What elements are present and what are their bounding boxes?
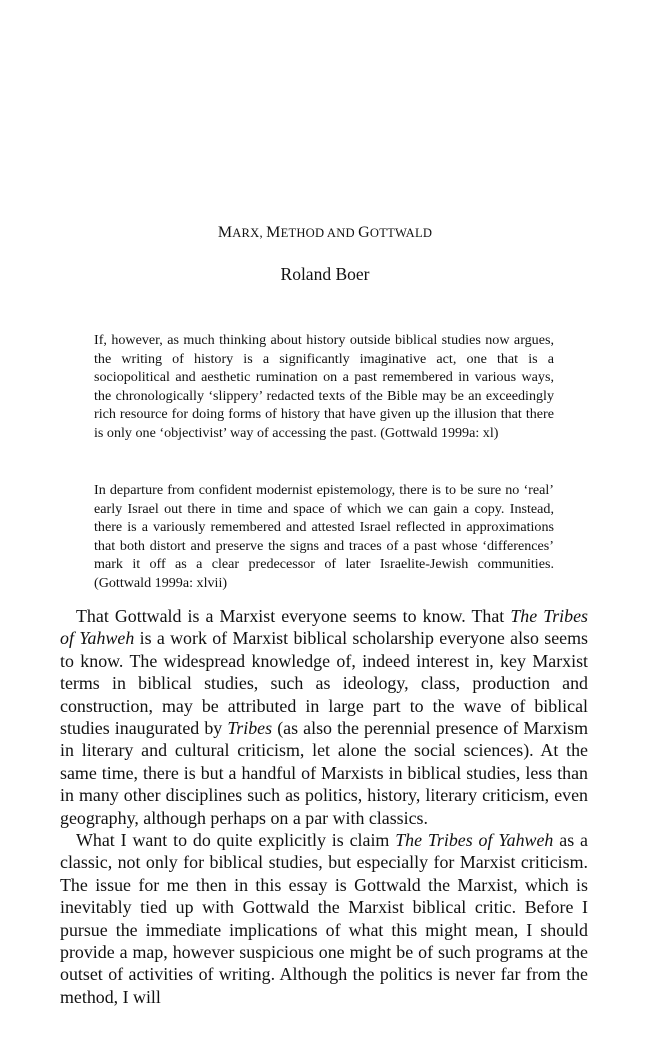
book-title: The Tribes of Yahweh [395,830,554,850]
paragraph-text: What I want to do quite explicitly is claim [76,830,396,850]
paragraph-text: That Gottwald is a Marxist everyone seems to know. That [76,606,511,626]
epigraph-quote: In departure from confident modernist epistemology, there is to be sure no ‘real’ early Israel out there in time and space of which we can gain a copy. Instead, there is a variously remembered and attested Israel reflected in approximations that both distort and preserve the signs and traces of a past whose ‘differences’ mark it off as a clear predecessor of later Israelite-Jewish communities. (Gottwald 1999a: xlvii) [94,482,554,591]
title-initial: M [266,224,281,241]
title-initial: G [358,224,370,241]
title-smallcaps: ETHOD AND [280,226,359,240]
article-author: Roland Boer [280,264,370,284]
paragraph-text: (as also the perennial presence of Marxism in literary and cultural criticism, let alone the social sciences). At the same time, there is but a handful of Marxists in biblical studies, less than in many other disciplines such as politics, history, literary criticism, even geography, although perhaps on a par with classics. [60,718,588,828]
epigraph-quote: If, however, as much thinking about history outside biblical studies now argues, the writing of history is a significantly imaginative act, one that is a sociopolitical and aesthetic rumination on a past remembered in various ways, the chronologically ‘slippery’ redacted texts of the Bible may be an exceedingly rich resource for doing forms of history that have given up the illusion that there is only one ‘objectivist’ way of accessing the past. (Gottwald 1999a: xl) [94,332,554,441]
title-smallcaps: OTTWALD [369,226,433,240]
body-paragraph [60,605,588,829]
book-title: The Tribes of Yahweh [60,606,588,649]
paragraph-text: as a classic, not only for biblical studies, but especially for Marxist criticism. The issue for me then in this essay is Gottwald the Marxist, which is inevitably tied up with Gottwald the Marxist biblical critic. Before I pursue the immediate implications of what this might mean, I should provide a map, however suspicious one might be of such programs at the outset of activities of writing. Although the politics is never far from the method, I will [60,830,588,1007]
body-paragraph [60,829,588,1008]
article-title [0,224,650,242]
book-title: Tribes [227,718,273,739]
title-smallcaps: ARX, [232,226,267,240]
title-initial: M [217,224,233,241]
paragraph-text: is a work of Marxist biblical scholarship everyone also seems to know. The widespread knowledge of, indeed interest in, key Marxist terms in biblical studies, such as ideology, class, production and construction, may be attributed in large part to the wave of biblical studies inaugurated by [60,628,589,739]
